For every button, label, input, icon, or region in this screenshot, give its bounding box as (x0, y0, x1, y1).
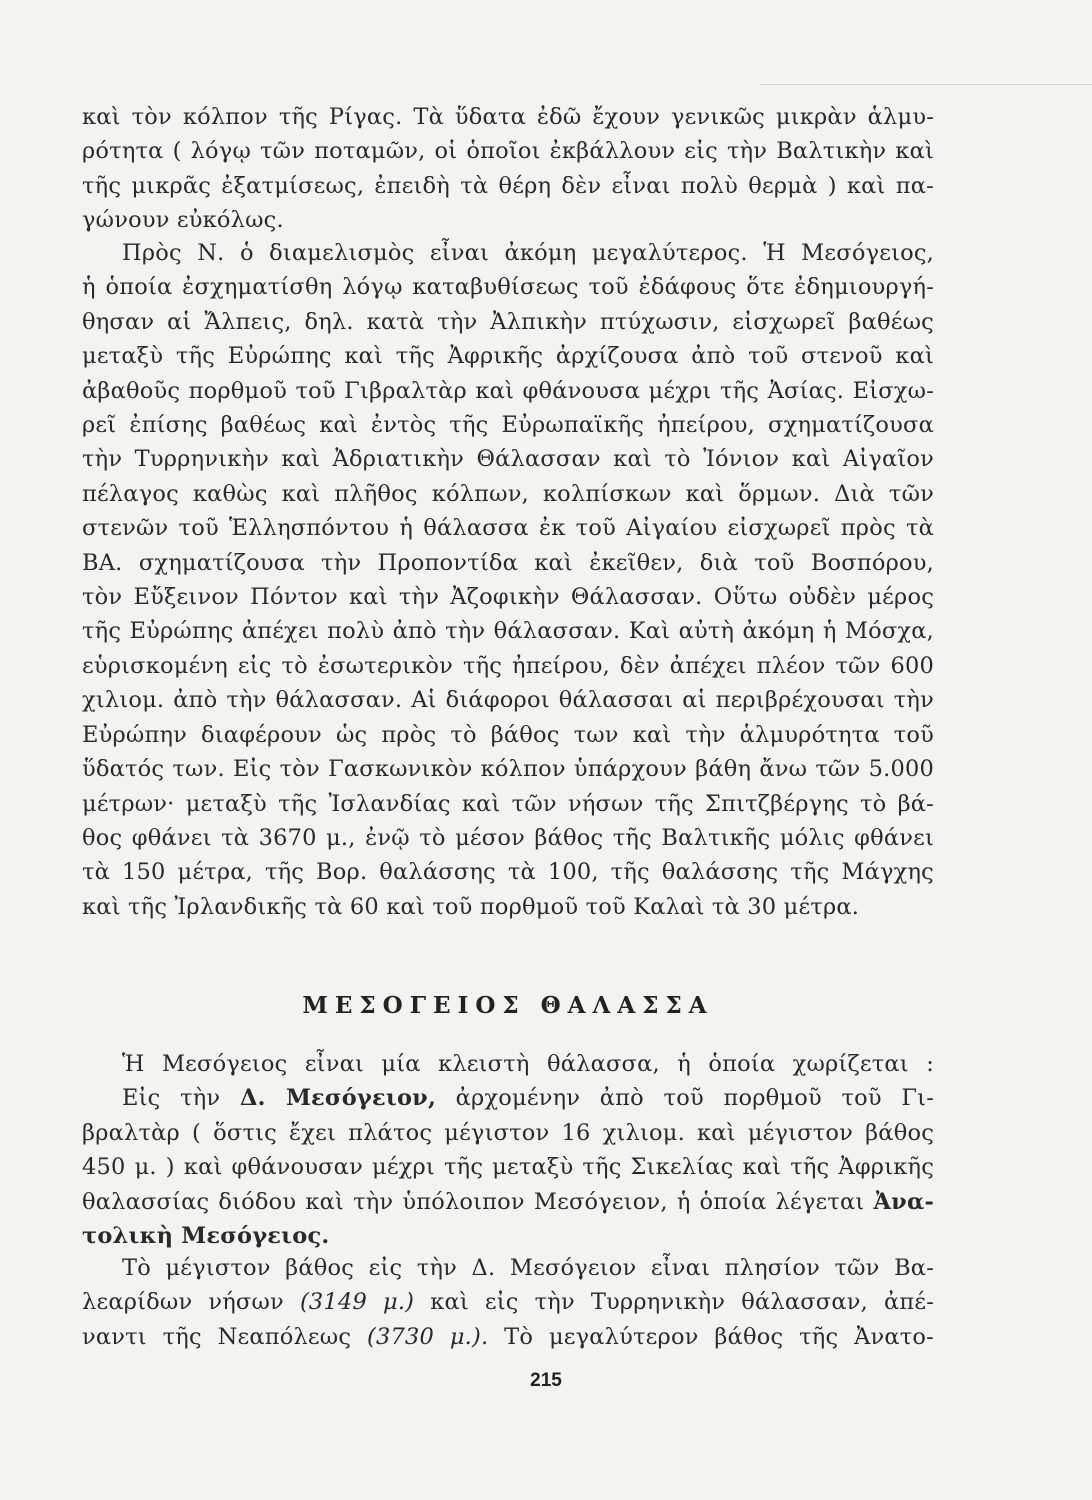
paragraph-2 (82, 236, 934, 924)
text-line (82, 1285, 934, 1319)
text-run: καὶ εἰς τὴν Τυρρηνικὴν θάλασσαν, ἀπέ- (414, 1289, 935, 1316)
text-line (82, 1320, 934, 1354)
text-line: θος φθάνει τὰ 3670 μ., ἐνῷ τὸ μέσον βάθος τῆς Βαλτικῆς μόλις φθάνει (82, 824, 934, 851)
text-line: ρότητα ( λόγῳ τῶν ποταμῶν, οἱ ὁποῖοι ἐκβάλλουν εἰς τὴν Βαλτικὴν καὶ (82, 138, 934, 165)
text-line: ΒΑ. σχηματίζουσα τὴν Προποντίδα καὶ ἐκεῖθεν, διὰ τοῦ Βοσπόρου, (82, 549, 934, 576)
text-line: θησαν αἱ Ἄλπεις, δηλ. κατὰ τὴν Ἀλπικὴν πτύχωσιν, εἰσχωρεῖ βαθέως (82, 308, 934, 335)
text-line: 450 μ. ) καὶ φθάνουσαν μέχρι τῆς μεταξὺ τῆς Σικελίας καὶ τῆς Ἀφρικῆς (82, 1154, 934, 1181)
text-line: τὴν Τυρρηνικὴν καὶ Ἀδριατικὴν Θάλασσαν καὶ τὸ Ἰόνιον καὶ Αἰγαῖον (82, 446, 934, 473)
paragraph-1 (82, 100, 934, 238)
text-line: ὕδατός των. Εἰς τὸν Γασκωνικὸν κόλπον ὑπάρχουν βάθη ἄνω τῶν 5.000 (82, 756, 934, 783)
text-line: γώνουν εὐκόλως. (82, 207, 284, 234)
section-heading: ΜΕΣΟΓΕΙΟΣ ΘΑΛΑΣΣΑ (302, 992, 714, 1019)
text-line: Εὐρώπην διαφέρουν ὡς πρὸς τὸ βάθος των καὶ τὴν ἁλμυρότητα τοῦ (82, 721, 934, 748)
text-line: τῆς μικρᾶς ἐξατμίσεως, ἐπειδὴ τὰ θέρη δὲν εἶναι πολὺ θερμὰ ) καὶ πα- (82, 172, 934, 199)
text-line: ἀβαθοῦς πορθμοῦ τοῦ Γιβραλτὰρ καὶ φθάνουσα μέχρι τῆς Ἀσίας. Εἰσχω- (82, 377, 934, 404)
text-line: βραλτὰρ ( ὅστις ἔχει πλάτος μέγιστον 16 χιλιομ. καὶ μέγιστον βάθος (82, 1119, 934, 1146)
text-run: Τὸ μεγαλύτερον βάθος τῆς Ἀνατο- (488, 1323, 934, 1350)
text-line: εὑρισκομένη εἰς τὸ ἐσωτερικὸν τῆς ἠπείρου, δὲν ἀπέχει πλέον τῶν 600 (82, 652, 934, 679)
text-run: ναντι τῆς Νεαπόλεως (82, 1323, 367, 1350)
text-run: Εἰς τὴν (122, 1085, 240, 1112)
bold-term: Δ. Μεσόγειον, (239, 1085, 436, 1112)
text-run: ἀρχομένην ἀπὸ τοῦ πορθμοῦ τοῦ Γι- (436, 1085, 934, 1112)
text-line: ἡ ὁποία ἐσχηματίσθη λόγῳ καταβυθίσεως τοῦ ἐδάφους ὅτε ἐδημιουργή- (82, 274, 934, 301)
text-line: στενῶν τοῦ Ἑλλησπόντου ἡ θάλασσα ἐκ τοῦ Αἰγαίου εἰσχωρεῖ πρὸς τὰ (82, 515, 934, 542)
page-number: 215 (530, 1370, 562, 1391)
text-line (82, 1185, 934, 1219)
text-line: μεταξὺ τῆς Εὐρώπης καὶ τῆς Ἀφρικῆς ἀρχίζουσα ἀπὸ τοῦ στενοῦ καὶ (82, 343, 934, 370)
text-line: ρεῖ ἐπίσης βαθέως καὶ ἐντὸς τῆς Εὐρωπαϊκῆς ἠπείρου, σχηματίζουσα (82, 412, 934, 439)
italic-value: (3149 μ.) (299, 1289, 415, 1316)
text-run: θαλασσίας διόδου καὶ τὴν ὑπόλοιπον Μεσόγειον, ἡ ὁποία λέγεται (82, 1188, 874, 1215)
paragraph-3 (82, 1047, 934, 1253)
text-line (82, 1081, 934, 1115)
text-line: τὰ 150 μέτρα, τῆς Βορ. θαλάσσης τὰ 100, τῆς θαλάσσης τῆς Μάγχης (82, 859, 934, 886)
text-line: μέτρων· μεταξὺ τῆς Ἰσλανδίας καὶ τῶν νήσων τῆς Σπιτζβέργης τὸ βά- (82, 790, 934, 817)
text-line: τὸν Εὔξεινον Πόντον καὶ τὴν Ἀζοφικὴν Θάλασσαν. Οὕτω οὐδὲν μέρος (82, 584, 934, 611)
text-line: πέλαγος καθὼς καὶ πλῆθος κόλπων, κολπίσκων καὶ ὅρμων. Διὰ τῶν (82, 480, 934, 507)
text-line: Ἡ Μεσόγειος εἶναι μία κλειστὴ θάλασσα, ἡ ὁποία χωρίζεται : (122, 1051, 934, 1077)
scan-edge-mark (760, 84, 1092, 85)
text-line: τῆς Εὐρώπης ἀπέχει πολὺ ἀπὸ τὴν θάλασσαν. Καὶ αὐτὴ ἀκόμη ἡ Μόσχα, (82, 618, 934, 645)
text-line: Τὸ μέγιστον βάθος εἰς τὴν Δ. Μεσόγειον εἶναι πλησίον τῶν Βα- (122, 1255, 934, 1281)
paragraph-4 (82, 1251, 934, 1354)
text-run: λεαρίδων νήσων (82, 1289, 300, 1316)
bold-term: τολικὴ Μεσόγειος. (82, 1223, 330, 1250)
text-line: χιλιομ. ἀπὸ τὴν θάλασσαν. Αἱ διάφοροι θάλασσαι αἱ περιβρέχουσαι τὴν (82, 687, 934, 714)
text-line: Πρὸς Ν. ὁ διαμελισμὸς εἶναι ἀκόμη μεγαλύτερος. Ἡ Μεσόγειος, (122, 240, 934, 266)
text-line: καὶ τὸν κόλπον τῆς Ρίγας. Τὰ ὕδατα ἐδῶ ἔχουν γενικῶς μικρὰν ἁλμυ- (82, 104, 934, 130)
text-line (82, 1219, 934, 1253)
italic-value: (3730 μ.). (366, 1323, 489, 1350)
bold-term: Ἀνα- (873, 1188, 934, 1215)
text-line: καὶ τῆς Ἰρλανδικῆς τὰ 60 καὶ τοῦ πορθμοῦ τοῦ Καλαὶ τὰ 30 μέτρα. (82, 893, 860, 920)
